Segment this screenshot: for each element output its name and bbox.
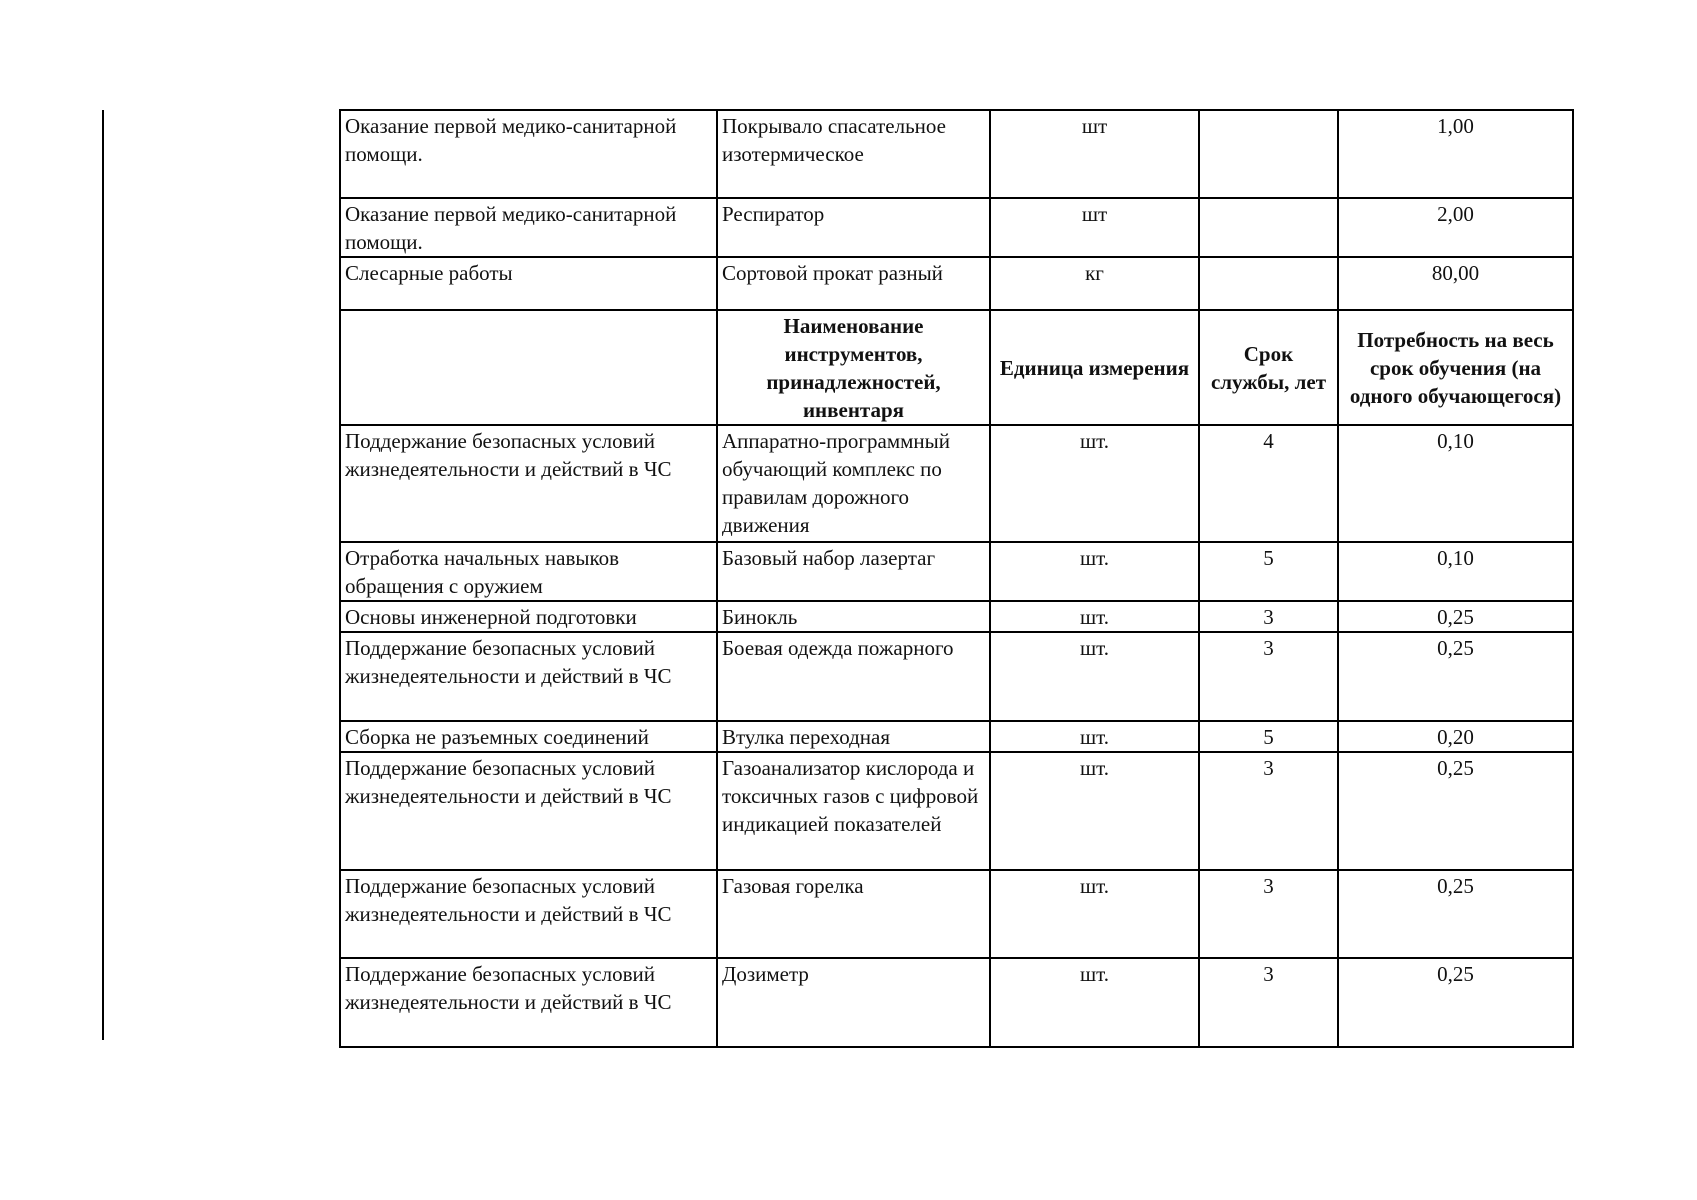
- equipment-table: [339, 109, 1574, 1048]
- service-life-cell: 5: [1199, 542, 1338, 601]
- service-life-cell: 3: [1199, 870, 1338, 958]
- unit-cell: шт.: [990, 601, 1199, 632]
- requirement-cell: 80,00: [1338, 257, 1573, 310]
- section-cell: [340, 310, 717, 425]
- table-row: [340, 632, 1573, 721]
- service-life-cell: 3: [1199, 958, 1338, 1047]
- unit-cell: шт.: [990, 632, 1199, 721]
- table-row: [340, 870, 1573, 958]
- table-row: [340, 110, 1573, 198]
- unit-cell: шт: [990, 198, 1199, 257]
- left-margin-rule: [102, 110, 104, 1040]
- unit-cell: шт.: [990, 721, 1199, 752]
- table-row: [340, 721, 1573, 752]
- item-name-cell: Втулка переходная: [717, 721, 990, 752]
- section-cell: Поддержание безопасных условий жизнедеятельности и действий в ЧС: [340, 632, 717, 721]
- requirement-cell: Потребность на весь срок обучения (на одного обучающегося): [1338, 310, 1573, 425]
- item-name-cell: Газоанализатор кислорода и токсичных газов с цифровой индикацией показателей: [717, 752, 990, 870]
- section-cell: Слесарные работы: [340, 257, 717, 310]
- table-row: [340, 752, 1573, 870]
- unit-cell: шт.: [990, 870, 1199, 958]
- section-cell: Поддержание безопасных условий жизнедеятельности и действий в ЧС: [340, 425, 717, 542]
- item-name-cell: Покрывало спасательное изотермическое: [717, 110, 990, 198]
- table-row: [340, 425, 1573, 542]
- requirement-cell: 0,20: [1338, 721, 1573, 752]
- item-name-cell: Боевая одежда пожарного: [717, 632, 990, 721]
- item-name-cell: Аппаратно-программный обучающий комплекс по правилам дорожного движения: [717, 425, 990, 542]
- service-life-cell: [1199, 110, 1338, 198]
- service-life-cell: 3: [1199, 601, 1338, 632]
- unit-cell: шт.: [990, 958, 1199, 1047]
- unit-cell: шт.: [990, 425, 1199, 542]
- requirement-cell: 0,25: [1338, 632, 1573, 721]
- service-life-cell: [1199, 257, 1338, 310]
- requirement-cell: 0,25: [1338, 870, 1573, 958]
- table-header-row: [340, 310, 1573, 425]
- item-name-cell: Базовый набор лазертаг: [717, 542, 990, 601]
- unit-cell: шт.: [990, 542, 1199, 601]
- item-name-cell: Дозиметр: [717, 958, 990, 1047]
- section-cell: Оказание первой медико-санитарной помощи.: [340, 110, 717, 198]
- item-name-cell: Сортовой прокат разный: [717, 257, 990, 310]
- service-life-cell: [1199, 198, 1338, 257]
- section-cell: Поддержание безопасных условий жизнедеятельности и действий в ЧС: [340, 870, 717, 958]
- section-cell: Сборка не разъемных соединений: [340, 721, 717, 752]
- table-row: [340, 198, 1573, 257]
- requirement-cell: 1,00: [1338, 110, 1573, 198]
- requirement-cell: 0,25: [1338, 601, 1573, 632]
- unit-cell: шт: [990, 110, 1199, 198]
- requirement-cell: 0,25: [1338, 752, 1573, 870]
- requirement-cell: 0,10: [1338, 542, 1573, 601]
- service-life-cell: 4: [1199, 425, 1338, 542]
- section-cell: Отработка начальных навыков обращения с оружием: [340, 542, 717, 601]
- service-life-cell: 5: [1199, 721, 1338, 752]
- section-cell: Оказание первой медико-санитарной помощи.: [340, 198, 717, 257]
- requirement-cell: 2,00: [1338, 198, 1573, 257]
- item-name-cell: Респиратор: [717, 198, 990, 257]
- item-name-cell: Газовая горелка: [717, 870, 990, 958]
- service-life-cell: 3: [1199, 752, 1338, 870]
- item-name-cell: Наименование инструментов, принадлежностей, инвентаря: [717, 310, 990, 425]
- section-cell: Поддержание безопасных условий жизнедеятельности и действий в ЧС: [340, 752, 717, 870]
- requirement-cell: 0,25: [1338, 958, 1573, 1047]
- unit-cell: Единица измерения: [990, 310, 1199, 425]
- table-row: [340, 542, 1573, 601]
- table-row: [340, 257, 1573, 310]
- section-cell: Поддержание безопасных условий жизнедеятельности и действий в ЧС: [340, 958, 717, 1047]
- unit-cell: шт.: [990, 752, 1199, 870]
- service-life-cell: 3: [1199, 632, 1338, 721]
- table-row: [340, 601, 1573, 632]
- item-name-cell: Бинокль: [717, 601, 990, 632]
- requirement-cell: 0,10: [1338, 425, 1573, 542]
- unit-cell: кг: [990, 257, 1199, 310]
- section-cell: Основы инженерной подготовки: [340, 601, 717, 632]
- service-life-cell: Срок службы, лет: [1199, 310, 1338, 425]
- table-row: [340, 958, 1573, 1047]
